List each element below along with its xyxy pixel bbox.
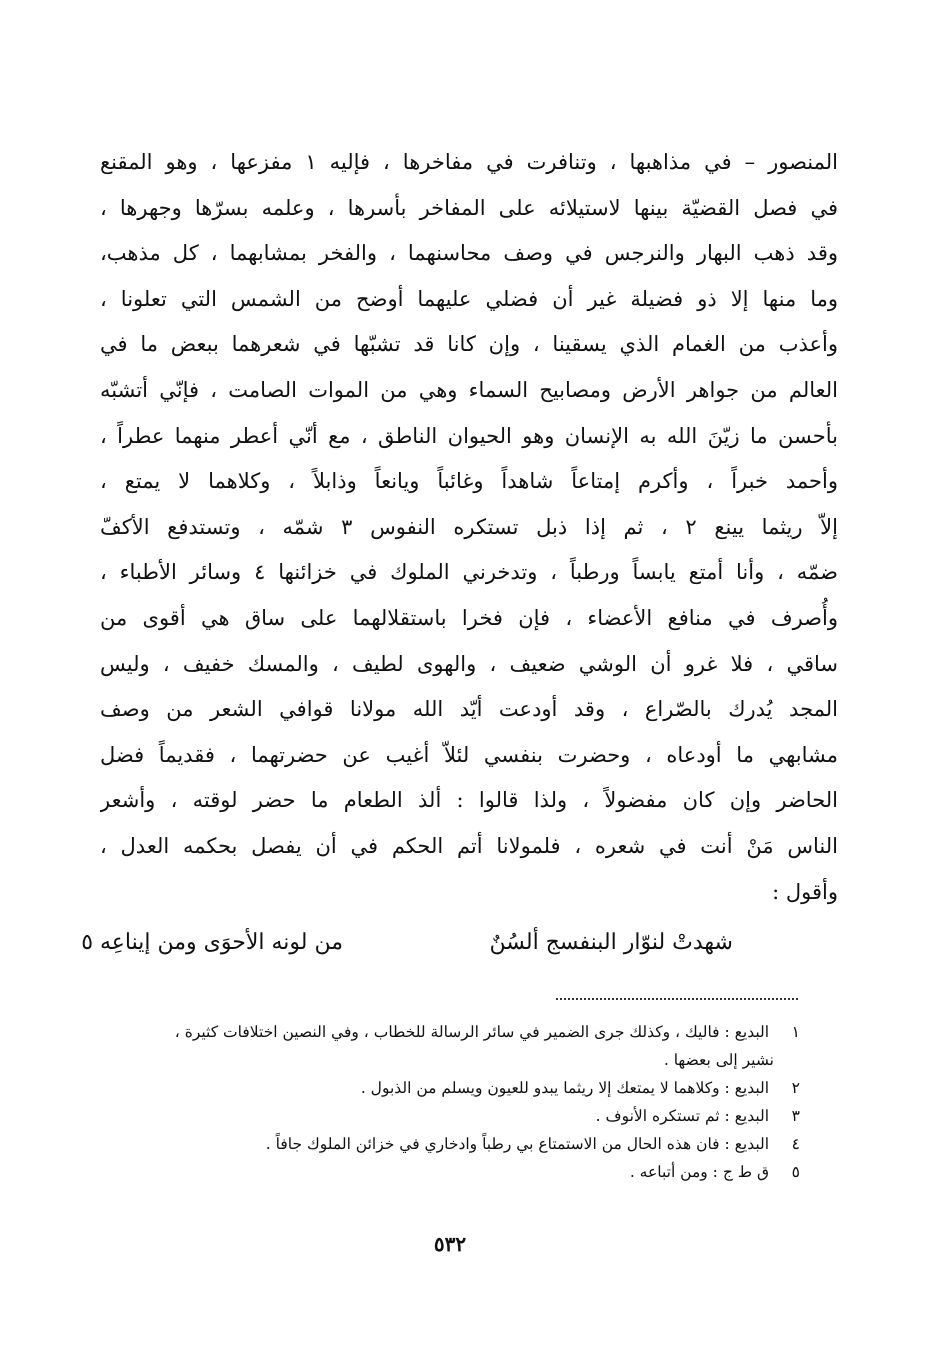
footnote-text: ق ط ج : ومن أتباعه .	[629, 1163, 770, 1181]
text-line: في فصل القضيّة بينها لاستيلائه على المفاخر بأسرها ، وعلمه بسرّها وجهرها ،	[100, 195, 838, 220]
text-line: الناس مَنْ أنت في شعره ، فلمولانا أتم الحكم في أن يفصل بحكمه العدل ،	[100, 833, 838, 858]
text-line: ضمّه ، وأنا أمتع يابساً ورطباً ، وتدخرني الملوك في خزائنها ٤ وسائر الأطباء ،	[100, 560, 838, 585]
body-text	[100, 140, 838, 915]
footnote-divider	[556, 998, 798, 1000]
text-line: مشابهي ما أودعاه ، وحضرت بنفسي لئلاّ أغيب عن حضرتهما ، فقديماً فضل	[100, 742, 838, 767]
footnote-number: ٢	[791, 1079, 800, 1097]
text-line: وأعذب من الغمام الذي يسقينا ، وإن كانا قد تشبّها في شعرهما ببعض ما في	[100, 332, 838, 357]
text-line: الحاضر وإن كان مفضولاً ، ولذا قالوا : ألذ الطعام ما حضر لوقته ، وأشعر	[100, 788, 838, 813]
footnote	[100, 1074, 800, 1102]
verse-second-hemistich: من لونه الأحوَى ومن إيناعِه ٥	[81, 930, 343, 955]
text-line: المجد يُدرك بالصّراع ، وقد أودعت أيّد الله مولانا قوافي الشعر من وصف	[100, 697, 838, 722]
page-number: ٥٣٢	[433, 1232, 467, 1256]
footnotes	[100, 1018, 800, 1186]
text-line: بأحسن ما زيّنَ الله به الإنسان وهو الحيوان الناطق ، مع أنّي أعطر منهما عطراً ،	[100, 423, 838, 448]
footnote	[100, 1158, 800, 1186]
footnote-number: ٣	[791, 1107, 800, 1125]
verse-first-hemistich: شهدتْ لنوّار البنفسج ألسُنٌ	[489, 930, 733, 955]
text-line: وأحمد خبراً ، وأكرم إمتاعاً شاهداً وغائباً ويانعاً وذابلاً ، وكلاهما لا يمتع ،	[100, 469, 838, 494]
footnote	[100, 1130, 800, 1158]
footnote-text: البديع : ثم تستكره الأنوف .	[595, 1107, 770, 1125]
footnote-text: البديع : فان هذه الحال من الاستمتاع بي رطباً وادخاري في خزائن الملوك جافاً .	[265, 1135, 770, 1153]
footnote-text: البديع : فاليك ، وكذلك جرى الضمير في سائر الرسالة للخطاب ، وفي النصين اختلافات كثيرة ،	[174, 1023, 770, 1041]
footnote	[100, 1018, 800, 1046]
text-line: إلاّ ريثما يينع ٢ ، ثم إذا ذبل تستكره النفوس ٣ شمّه ، وتستدفع الأكفّ	[100, 514, 838, 539]
text-line: وأُصرف في منافع الأعضاء ، فإن فخرا باستقلالهما على ساق هي أقوى من	[100, 605, 838, 630]
text-line: ساقي ، فلا غرو أن الوشي ضعيف ، والهوى لطيف ، والمسك خفيف ، وليس	[100, 651, 838, 676]
text-line: وقد ذهب البهار والنرجس في وصف محاسنهما ، والفخر بمشابهما ، كل مذهب،	[100, 241, 838, 266]
footnote-number: ٥	[791, 1163, 800, 1181]
verse	[81, 918, 838, 968]
text-line: وأقول :	[772, 879, 838, 904]
footnote-number: ١	[791, 1023, 800, 1041]
footnote	[100, 1102, 800, 1130]
footnote-number: ٤	[791, 1135, 800, 1153]
text-line: وما منها إلا ذو فضيلة غير أن فضلي عليهما أوضح من الشمس التي تعلونا ،	[100, 286, 838, 311]
text-line: المنصور – في مذاهبها ، وتنافرت في مفاخرها ، فإليه ١ مفزعها ، وهو المقنع	[100, 150, 838, 174]
footnote-text: البديع : وكلاهما لا يمتعك إلا ريثما يبدو للعيون ويسلم من الذبول .	[360, 1079, 770, 1097]
footnote-continuation: نشير إلى بعضها .	[663, 1051, 774, 1069]
text-line: العالم من جواهر الأرض ومصابيح السماء وهي من الموات الصامت ، فإنّي أتشبّه	[100, 377, 838, 402]
